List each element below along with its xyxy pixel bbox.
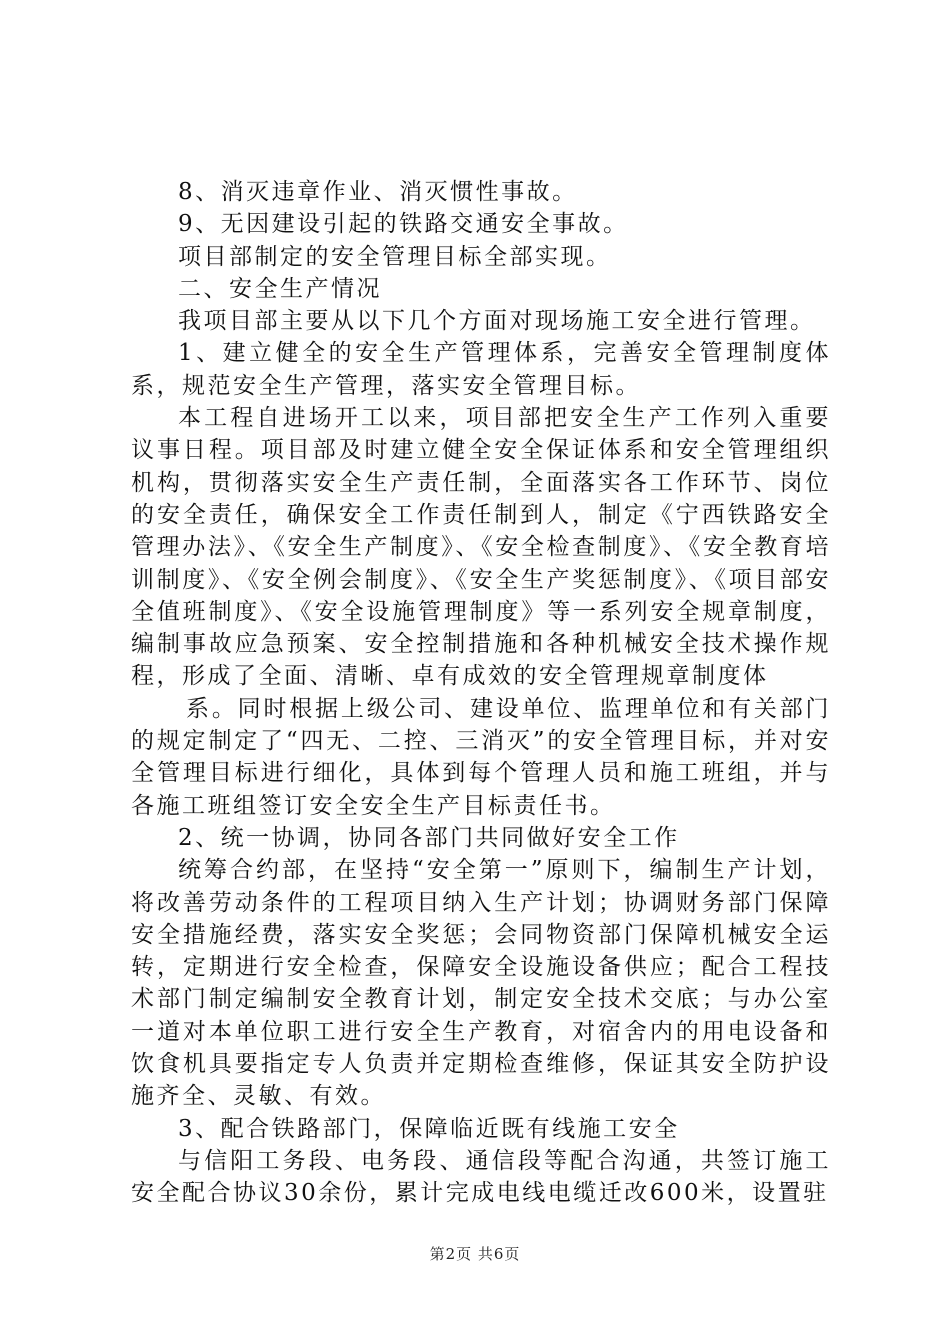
paragraph-item-1-continued: 系。同时根据上级公司、建设单位、监理单位和有关部门的规定制定了“四无、二控、三消灭”的安全管理目标，并对安全管理目标进行细化，具体到每个管理人员和施工班组，并与各施工班组签订安全安全生产目标责任书。 — [131, 695, 831, 819]
paragraph-goal-9: 9、无因建设引起的铁路交通安全事故。 — [178, 211, 629, 238]
paragraph-item-1-body: 本工程自进场开工以来，项目部把安全生产工作列入重要议事日程。项目部及时建立健全安全保证体系和安全管理组织机构，贯彻落实安全生产责任制，全面落实各工作环节、岗位的安全责任，确保安全工作责任制到人，制定《宁西铁路安全管理办法》、《安全生产制度》、《安全检查制度》、《安全教育培训制度》、《安全例会制度》、《安全生产奖惩制度》、《项目部安全值班制度》、《安全设施管理制度》等一系列安全规章制度，编制事故应急预案、安全控制措施和各种机械安全技术操作规程，形成了全面、清晰、卓有成效的安全管理规章制度体 — [131, 405, 831, 690]
document-body — [131, 176, 831, 1210]
paragraph-goal-8: 8、消灭违章作业、消灭惯性事故。 — [178, 179, 578, 205]
paragraph-management-intro: 我项目部主要从以下几个方面对现场施工安全进行管理。 — [178, 308, 816, 335]
paragraph-item-1-heading: 1、建立健全的安全生产管理体系，完善安全管理制度体系，规范安全生产管理，落实安全管理目标。 — [131, 340, 831, 399]
paragraph-item-3-body: 与信阳工务段、电务段、通信段等配合沟通，共签订施工安全配合协议30余份，累计完成电线电缆迁改600米，设置驻 — [131, 1147, 831, 1207]
page-number-label: 第2页 共6页 — [429, 1245, 521, 1263]
paragraph-item-3-heading: 3、配合铁路部门，保障临近既有线施工安全 — [178, 1115, 680, 1142]
paragraph-item-2-heading: 2、统一协调，协同各部门共同做好安全工作 — [178, 824, 680, 851]
page-footer — [0, 1243, 950, 1264]
paragraph-goals-achieved: 项目部制定的安全管理目标全部实现。 — [178, 243, 612, 270]
paragraph-item-2-body: 统筹合约部，在坚持“安全第一”原则下，编制生产计划，将改善劳动条件的工程项目纳入生产计划；协调财务部门保障安全措施经费，落实安全奖惩；会同物资部门保障机械安全运转，定期进行安全检查，保障安全设施设备供应；配合工程技术部门制定编制安全教育计划，制定安全技术交底；与办公室一道对本单位职工进行安全生产教育，对宿舍内的用电设备和饮食机具要指定专人负责并定期检查维修，保证其安全防护设施齐全、灵敏、有效。 — [131, 857, 831, 1110]
section-heading-safety-production: 二、安全生产情况 — [178, 275, 382, 302]
